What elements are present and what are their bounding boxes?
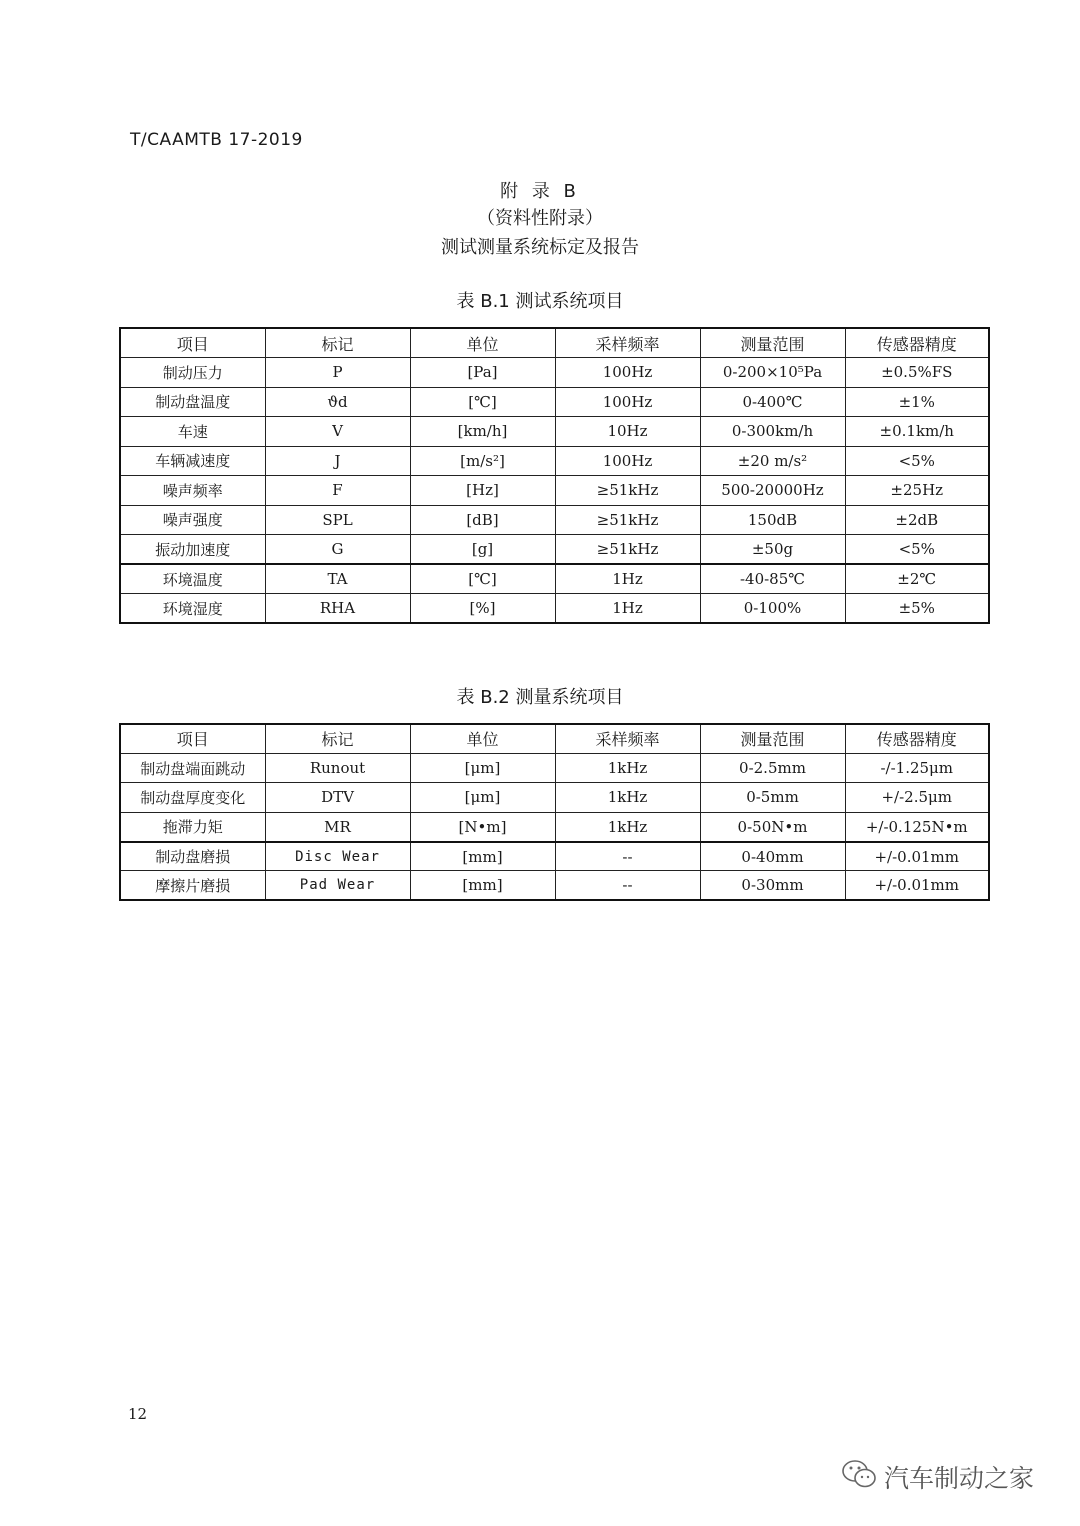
table-row	[120, 594, 989, 624]
header-cell: 测量范围	[700, 328, 845, 358]
table-cell: 1kHz	[555, 783, 700, 812]
table-cell: 0-400℃	[700, 387, 845, 417]
table-cell: ±2dB	[845, 505, 989, 535]
document-code: T/CAAMTB 17-2019	[130, 130, 303, 150]
table-cell: ±0.5%FS	[845, 358, 989, 388]
table-cell: [℃]	[410, 564, 555, 594]
table-header-row	[120, 724, 989, 753]
table-cell: TA	[265, 564, 410, 594]
table-cell: Pad Wear	[265, 871, 410, 900]
table-cell: 0-2.5mm	[700, 753, 845, 782]
table-cell: 环境温度	[120, 564, 265, 594]
watermark-text: 汽车制动之家	[884, 1464, 1035, 1493]
table-cell: 车辆减速度	[120, 446, 265, 476]
table-cell: F	[265, 476, 410, 506]
table-cell: 拖滞力矩	[120, 812, 265, 841]
table-row	[120, 564, 989, 594]
table-cell: [℃]	[410, 387, 555, 417]
table-cell: 制动盘磨损	[120, 842, 265, 871]
test-system-table	[119, 327, 990, 624]
table-cell: ≥51kHz	[555, 535, 700, 565]
table-row	[120, 446, 989, 476]
table-cell: J	[265, 446, 410, 476]
table-cell: ±50g	[700, 535, 845, 565]
table-cell: 0-40mm	[700, 842, 845, 871]
table-cell: 1Hz	[555, 564, 700, 594]
header-cell: 标记	[265, 724, 410, 753]
table-cell: 环境湿度	[120, 594, 265, 624]
table-cell: 噪声强度	[120, 505, 265, 535]
table-cell: 制动盘端面跳动	[120, 753, 265, 782]
table-cell: 0-5mm	[700, 783, 845, 812]
table-cell: -40-85℃	[700, 564, 845, 594]
table-cell: [N•m]	[410, 812, 555, 841]
table-cell: ±0.1km/h	[845, 417, 989, 447]
header-cell: 项目	[120, 328, 265, 358]
table-cell: +/-0.01mm	[845, 871, 989, 900]
table-cell: 摩擦片磨损	[120, 871, 265, 900]
table-cell: [m/s²]	[410, 446, 555, 476]
table-row	[120, 387, 989, 417]
table-cell: [dB]	[410, 505, 555, 535]
table-cell: [Pa]	[410, 358, 555, 388]
header-cell: 采样频率	[555, 724, 700, 753]
table-cell: 10Hz	[555, 417, 700, 447]
table-cell: ±5%	[845, 594, 989, 624]
table-cell: [μm]	[410, 753, 555, 782]
wechat-icon	[840, 1458, 884, 1496]
page-number: 12	[128, 1405, 148, 1423]
table-cell: -/-1.25μm	[845, 753, 989, 782]
table-cell: 1kHz	[555, 753, 700, 782]
table-cell: DTV	[265, 783, 410, 812]
table-cell: 100Hz	[555, 387, 700, 417]
table2-caption: 表 B.2 测量系统项目	[456, 687, 624, 708]
header-cell: 传感器精度	[845, 724, 989, 753]
table-row	[120, 476, 989, 506]
table-cell: Disc Wear	[265, 842, 410, 871]
table-cell: ±2℃	[845, 564, 989, 594]
table-cell: 1kHz	[555, 812, 700, 841]
table-cell: ±20 m/s²	[700, 446, 845, 476]
table-row	[120, 842, 989, 871]
table-cell: G	[265, 535, 410, 565]
table-cell: RHA	[265, 594, 410, 624]
table-row	[120, 417, 989, 447]
table-cell: 150dB	[700, 505, 845, 535]
table-row	[120, 535, 989, 565]
table-cell: 1Hz	[555, 594, 700, 624]
table-cell: ϑd	[265, 387, 410, 417]
appendix-title: 附 录 B	[500, 181, 580, 202]
table-row	[120, 783, 989, 812]
table-cell: 0-100%	[700, 594, 845, 624]
table-cell: SPL	[265, 505, 410, 535]
table-cell: --	[555, 842, 700, 871]
table-cell: [mm]	[410, 871, 555, 900]
appendix-name: 测试测量系统标定及报告	[441, 237, 639, 258]
header-cell: 单位	[410, 328, 555, 358]
table-cell: [%]	[410, 594, 555, 624]
table-row	[120, 753, 989, 782]
table-cell: [Hz]	[410, 476, 555, 506]
header-cell: 采样频率	[555, 328, 700, 358]
table-cell: 100Hz	[555, 446, 700, 476]
table-cell: 0-300km/h	[700, 417, 845, 447]
table-row	[120, 505, 989, 535]
table-row	[120, 358, 989, 388]
header-cell: 测量范围	[700, 724, 845, 753]
header-cell: 单位	[410, 724, 555, 753]
table-cell: +/-2.5μm	[845, 783, 989, 812]
table-cell: ±1%	[845, 387, 989, 417]
table-cell: [μm]	[410, 783, 555, 812]
table-cell: 0-30mm	[700, 871, 845, 900]
table-cell: ≥51kHz	[555, 505, 700, 535]
measurement-system-table	[119, 723, 990, 901]
table-row	[120, 812, 989, 841]
table-cell: [km/h]	[410, 417, 555, 447]
table-cell: +/-0.01mm	[845, 842, 989, 871]
table-cell: 车速	[120, 417, 265, 447]
header-cell: 传感器精度	[845, 328, 989, 358]
appendix-subtitle: （资料性附录）	[477, 208, 603, 229]
table-cell: 100Hz	[555, 358, 700, 388]
table-cell: 噪声频率	[120, 476, 265, 506]
header-cell: 标记	[265, 328, 410, 358]
table1-caption: 表 B.1 测试系统项目	[456, 291, 624, 312]
table-cell: 0-200×10⁵Pa	[700, 358, 845, 388]
table-cell: 振动加速度	[120, 535, 265, 565]
table-cell: V	[265, 417, 410, 447]
table-cell: <5%	[845, 535, 989, 565]
table-cell: Runout	[265, 753, 410, 782]
table-cell: 制动盘温度	[120, 387, 265, 417]
table-cell: --	[555, 871, 700, 900]
table-cell: ≥51kHz	[555, 476, 700, 506]
table-cell: P	[265, 358, 410, 388]
table-cell: MR	[265, 812, 410, 841]
header-cell: 项目	[120, 724, 265, 753]
table-cell: 制动盘厚度变化	[120, 783, 265, 812]
table-cell: +/-0.125N•m	[845, 812, 989, 841]
table-cell: 0-50N•m	[700, 812, 845, 841]
watermark	[840, 1458, 1034, 1496]
table-row	[120, 871, 989, 900]
table-header-row	[120, 328, 989, 358]
table-cell: ±25Hz	[845, 476, 989, 506]
table-cell: [g]	[410, 535, 555, 565]
table-cell: 500-20000Hz	[700, 476, 845, 506]
table-cell: 制动压力	[120, 358, 265, 388]
table-cell: <5%	[845, 446, 989, 476]
table-cell: [mm]	[410, 842, 555, 871]
